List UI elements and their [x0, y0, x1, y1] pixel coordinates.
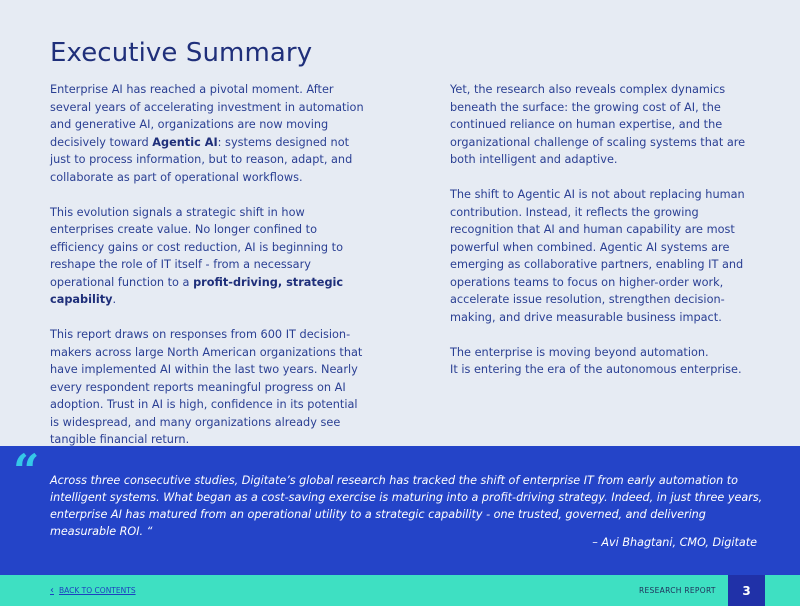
footer-bar [0, 575, 800, 606]
complex-dynamics-paragraph: Yet, the research also reveals complex dynamics beneath the surface: the growing cost of AI, the continued reliance on human expertise, and the organizational challenge of scaling systems that are both intelligent and adaptive. [450, 83, 746, 166]
strategic-shift-paragraph: This evolution signals a strategic shift in how enterprises create value. No longer confined to efficiency gains or cost reduction, AI is beginning to reshape the role of IT itself - from a necessary operational function to a profit-driving, strategic capability. [50, 205, 344, 306]
quote-author: – Avi Bhagtani, CMO, Digitate [592, 536, 757, 549]
agentic-ai-term: Agentic AI [152, 135, 218, 149]
left-column [50, 81, 370, 466]
quote-text: Across three consecutive studies, Digitate’s global research has tracked the shift of enterprise IT from early automation to intelligent systems. What began as a cost-saving exercise is maturing into a profit-driving strategy. Indeed, in just three years, enterprise AI has matured from an operational utility to a strategic capability - one trusted, governed, and delivering measurable ROI. “ [50, 474, 763, 538]
human-ai-paragraph: The shift to Agentic AI is not about replacing human contribution. Instead, it reflects the growing recognition that AI and human capability are most powerful when combined. Agentic AI systems are emerging as collaborative partners, enabling IT and operations teams to focus on higher-order work, accelerate issue resolution, strengthen decision-making, and drive measurable business impact. [450, 188, 745, 324]
chevron-left-icon: ‹ [50, 585, 54, 596]
quote-mark-icon: “ [13, 444, 40, 498]
intro-paragraph: Enterprise AI has reached a pivotal moment. After several years of accelerating investment in automation and generative AI, organizations are now moving decisively toward Agentic AI: systems designed not just to process information, but to reason, adapt, and collaborate as part of operational workflows. [50, 83, 364, 184]
report-scope-paragraph: This report draws on responses from 600 IT decision-makers across large North American organizations that have implemented AI within the last two years. Nearly every respondent reports meaningful progress on AI adoption. Trust in AI is high, confidence in its potential is widespread, and many organizations already see tangible financial return. [50, 328, 363, 446]
right-column [450, 81, 760, 396]
back-to-contents-label: BACK TO CONTENTS [59, 586, 136, 595]
quote-band [0, 446, 800, 575]
page-title: Executive Summary [50, 38, 313, 68]
back-to-contents-link[interactable] [50, 585, 136, 596]
profit-driving-term: profit-driving, strategic capability [50, 275, 344, 306]
conclusion-paragraph: The enterprise is moving beyond automation. It is entering the era of the autonomous enterprise. [450, 345, 742, 376]
report-label: RESEARCH REPORT [639, 586, 716, 595]
page-number: 3 [728, 575, 765, 606]
